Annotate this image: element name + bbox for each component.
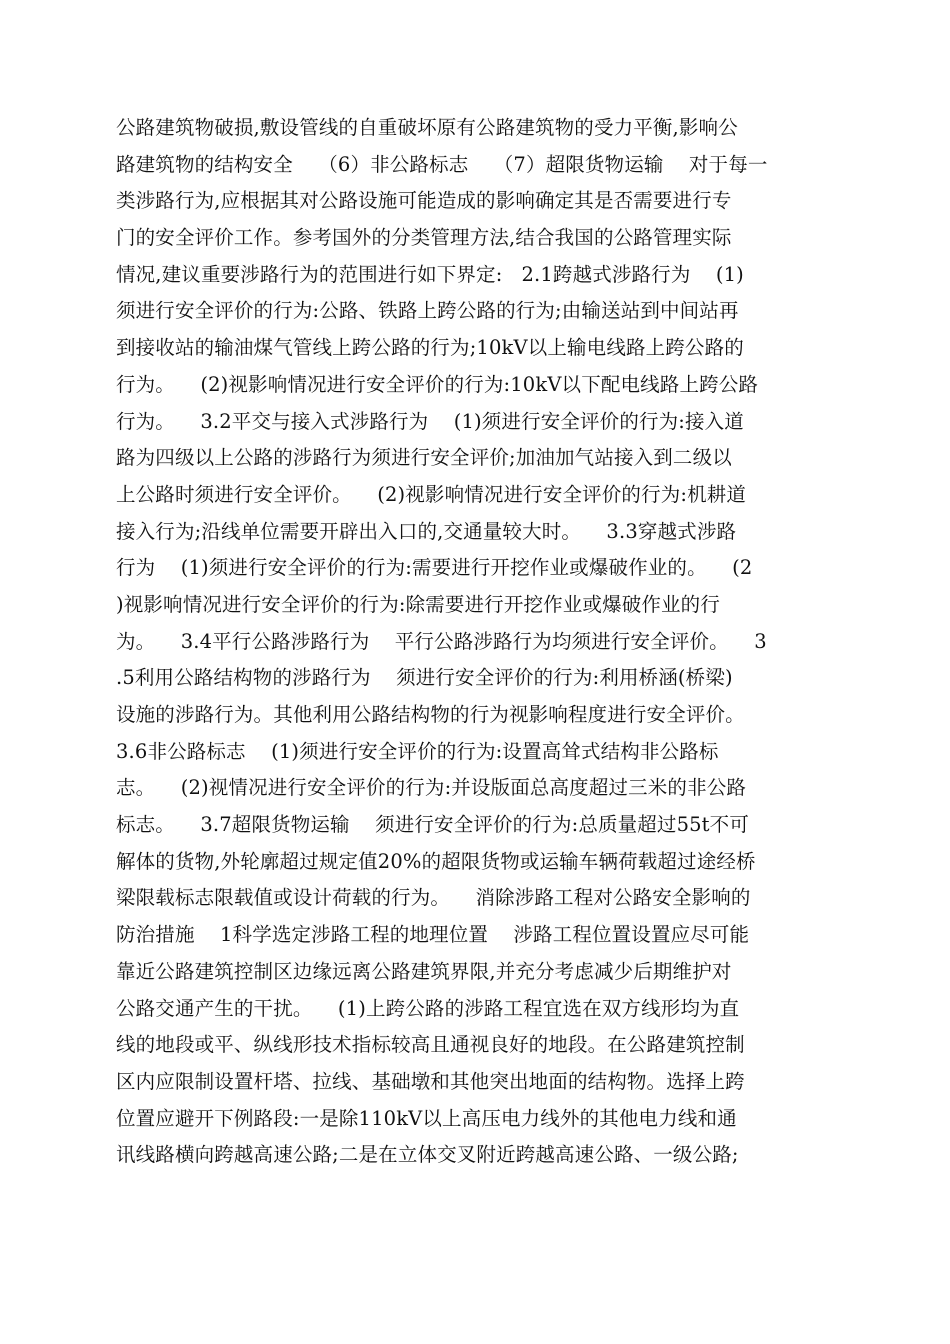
text-line: 路建筑物的结构安全 （6）非公路标志 （7）超限货物运输 对于每一 [116, 152, 768, 176]
text-line: 为。 3.4平行公路涉路行为 平行公路涉路行为均须进行安全评价。 3 [116, 629, 767, 653]
text-line: 标志。 3.7超限货物运输 须进行安全评价的行为:总质量超过55t不可 [116, 813, 749, 837]
text-line: 防治措施 1科学选定涉路工程的地理位置 涉路工程位置设置应尽可能 [116, 923, 750, 947]
text-line: 接入行为;沿线单位需要开辟出入口的,交通量较大时。 3.3穿越式涉路 [116, 519, 737, 543]
text-line: 设施的涉路行为。其他利用公路结构物的行为视影响程度进行安全评价。 [116, 703, 745, 726]
text-line: 梁限载标志限载值或设计荷载的行为。 消除涉路工程对公路安全影响的 [116, 886, 751, 910]
text-line: 门的安全评价工作。参考国外的分类管理方法,结合我国的公路管理实际 [116, 226, 732, 250]
text-line: .5利用公路结构物的涉路行为 须进行安全评价的行为:利用桥涵(桥梁) [116, 666, 733, 690]
text-line: 上公路时须进行安全评价。 (2)视影响情况进行安全评价的行为:机耕道 [116, 482, 747, 506]
text-line: 路为四级以上公路的涉路行为须进行安全评价;加油加气站接入到二级以 [116, 446, 732, 470]
text-line: 解体的货物,外轮廓超过规定值20%的超限货物或运输车辆荷载超过途经桥 [116, 849, 756, 873]
text-line: 公路建筑物破损,敷设管线的自重破坏原有公路建筑物的受力平衡,影响公 [116, 116, 738, 139]
body-text [116, 110, 840, 1174]
text-line: 须进行安全评价的行为:公路、铁路上跨公路的行为;由输送站到中间站再 [116, 299, 739, 323]
text-line: 行为。 3.2平交与接入式涉路行为 (1)须进行安全评价的行为:接入道 [116, 409, 744, 433]
text-line: 3.6非公路标志 (1)须进行安全评价的行为:设置高耸式结构非公路标 [116, 739, 719, 763]
text-line: )视影响情况进行安全评价的行为:除需要进行开挖作业或爆破作业的行 [116, 592, 720, 616]
text-line: 讯线路横向跨越高速公路;二是在立体交叉附近跨越高速公路、一级公路; [116, 1143, 739, 1167]
text-line: 志。 (2)视情况进行安全评价的行为:并设版面总高度超过三米的非公路 [116, 776, 747, 800]
text-line: 位置应避开下例路段:一是除110kV以上高压电力线外的其他电力线和通 [116, 1106, 737, 1130]
text-line: 靠近公路建筑控制区边缘远离公路建筑界限,并充分考虑减少后期维护对 [116, 959, 732, 983]
text-line: 线的地段或平、纵线形技术指标较高且通视良好的地段。在公路建筑控制 [116, 1033, 745, 1057]
text-line: 情况,建议重要涉路行为的范围进行如下界定: 2.1跨越式涉路行为 (1) [116, 262, 744, 286]
text-line: 区内应限制设置杆塔、拉线、基础墩和其他突出地面的结构物。选择上跨 [116, 1069, 745, 1093]
text-line: 行为。 (2)视影响情况进行安全评价的行为:10kV以下配电线路上跨公路 [116, 372, 759, 396]
text-line: 类涉路行为,应根据其对公路设施可能造成的影响确定其是否需要进行专 [116, 189, 732, 213]
text-line: 公路交通产生的干扰。 (1)上跨公路的涉路工程宜选在双方线形均为直 [116, 996, 740, 1020]
text-line: 到接收站的输油煤气管线上跨公路的行为;10kV以上输电线路上跨公路的 [116, 336, 744, 360]
text-line: 行为 (1)须进行安全评价的行为:需要进行开挖作业或爆破作业的。 (2 [116, 556, 753, 580]
